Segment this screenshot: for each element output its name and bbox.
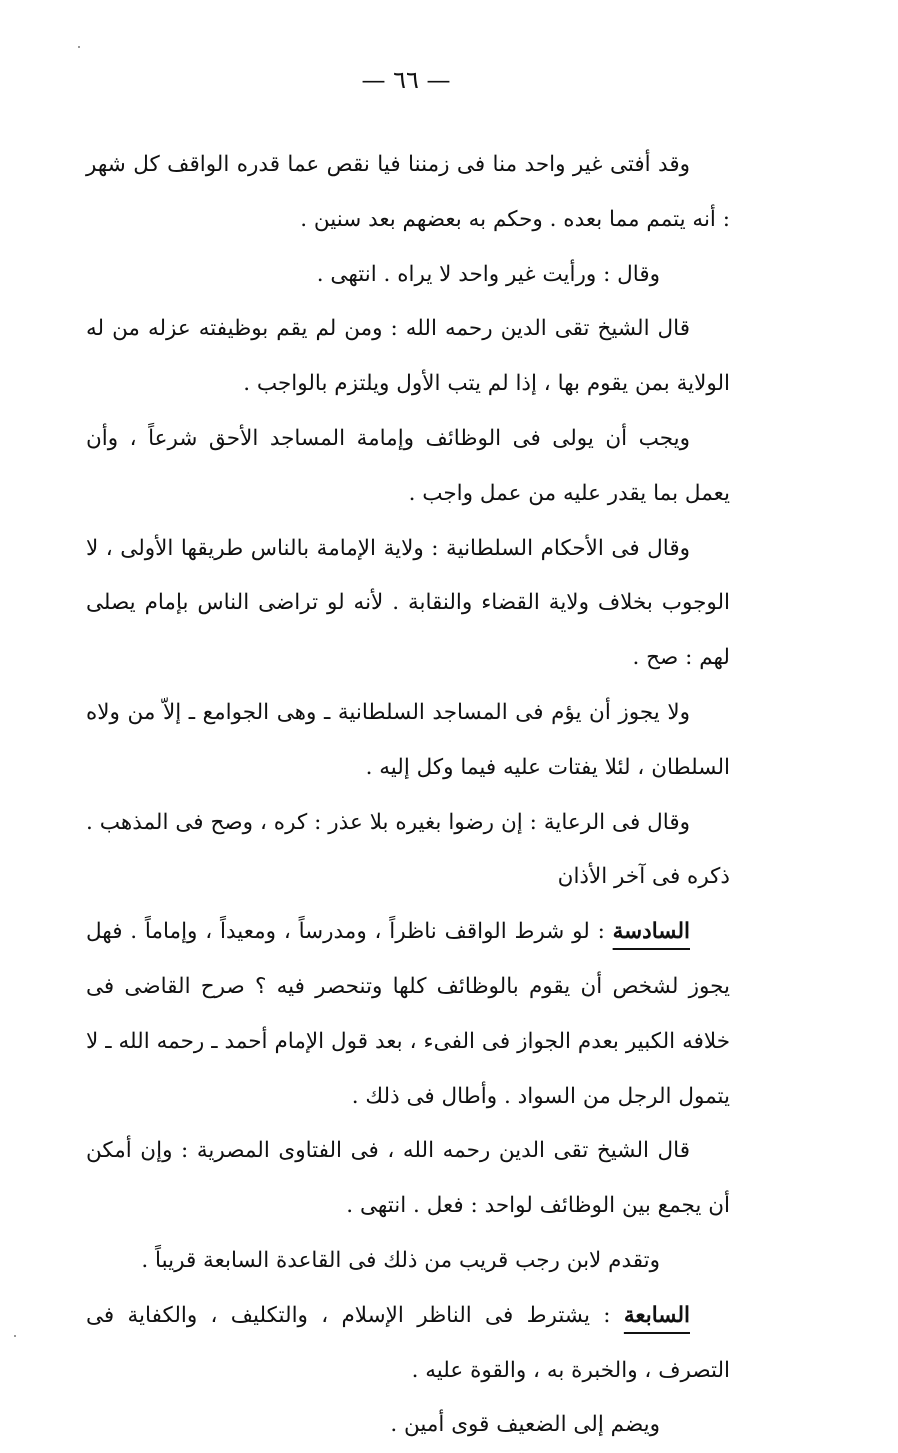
paragraph bbox=[86, 905, 730, 1124]
section-heading-sixth: السادسة bbox=[612, 919, 690, 945]
paragraph-text: وتقدم لابن رجب قريب من ذلك فى القاعدة السابعة قريباً . bbox=[141, 1247, 660, 1273]
paragraph-text: قال الشيخ تقى الدين رحمه الله ، فى الفتاوى المصرية : وإن أمكن أن يجمع بين الوظائف لواحد : فعل . انتهى . bbox=[86, 1138, 730, 1219]
body-text bbox=[86, 138, 730, 1453]
paragraph bbox=[86, 522, 730, 686]
paragraph-text: ويجب أن يولى فى الوظائف وإمامة المساجد الأحق شرعاً ، وأن يعمل بما يقدر عليه من عمل واجب . bbox=[86, 425, 730, 506]
paragraph bbox=[86, 1234, 730, 1289]
paragraph-text: وقد أفتى غير واحد منا فى زمننا فيا نقص عما قدره الواقف كل شهر : أنه يتمم مما بعده . وحكم به بعضهم بعد سنين . bbox=[86, 152, 730, 232]
paragraph-text: : لو شرط الواقف ناظراً ، ومدرساً ، ومعيداً ، وإماماً . فهل يجوز لشخص أن يقوم بالوظائف كلها وتنحصر فيه ؟ صرح القاضى فى خلافه الكبير بعدم الجواز فى الفىء ، بعد قول الإمام أحمد ـ رحمه الله ـ لا يتمول الرجل من السواد . وأطال فى ذلك . bbox=[86, 919, 730, 1109]
scan-speck bbox=[14, 1335, 16, 1337]
page-number: — ٦٦ — bbox=[361, 66, 451, 94]
paragraph bbox=[86, 1124, 730, 1234]
paragraph bbox=[86, 1289, 730, 1399]
paragraph bbox=[86, 1398, 730, 1453]
paragraph bbox=[86, 686, 730, 796]
paragraph bbox=[86, 138, 730, 248]
section-heading-seventh: السابعة bbox=[623, 1302, 690, 1328]
paragraph bbox=[86, 302, 730, 412]
paragraph-text: وقال : ورأيت غير واحد لا يراه . انتهى . bbox=[316, 261, 660, 287]
paragraph-text: : يشترط فى الناظر الإسلام ، والتكليف ، والكفاية فى التصرف ، والخبرة به ، والقوة عليه . bbox=[86, 1302, 730, 1383]
paragraph-text: وقال فى الأحكام السلطانية : ولاية الإمامة بالناس طريقها الأولى ، لا الوجوب بخلاف ولاية القضاء والنقابة . لأنه لو تراضى الناس بإمام يصلى لهم : صح . bbox=[86, 535, 730, 671]
paragraph-text: قال الشيخ تقى الدين رحمه الله : ومن لم يقم بوظيفته عزله من له الولاية بمن يقوم بها ، إذا لم يتب الأول ويلتزم بالواجب . bbox=[86, 316, 730, 397]
paragraph bbox=[86, 412, 730, 522]
paragraph-text: ويضم إلى الضعيف قوى أمين . bbox=[390, 1412, 660, 1438]
scan-speck bbox=[78, 46, 80, 48]
paragraph bbox=[86, 796, 730, 906]
paragraph-text: ولا يجوز أن يؤم فى المساجد السلطانية ـ وهى الجوامع ـ إلاّ من ولاه السلطان ، لئلا يفتات عليه فيما وكل إليه . bbox=[86, 699, 730, 780]
paragraph-text: وقال فى الرعاية : إن رضوا بغيره بلا عذر : كره ، وصح فى المذهب . ذكره فى آخر الأذان bbox=[86, 809, 730, 890]
paragraph bbox=[86, 248, 730, 303]
